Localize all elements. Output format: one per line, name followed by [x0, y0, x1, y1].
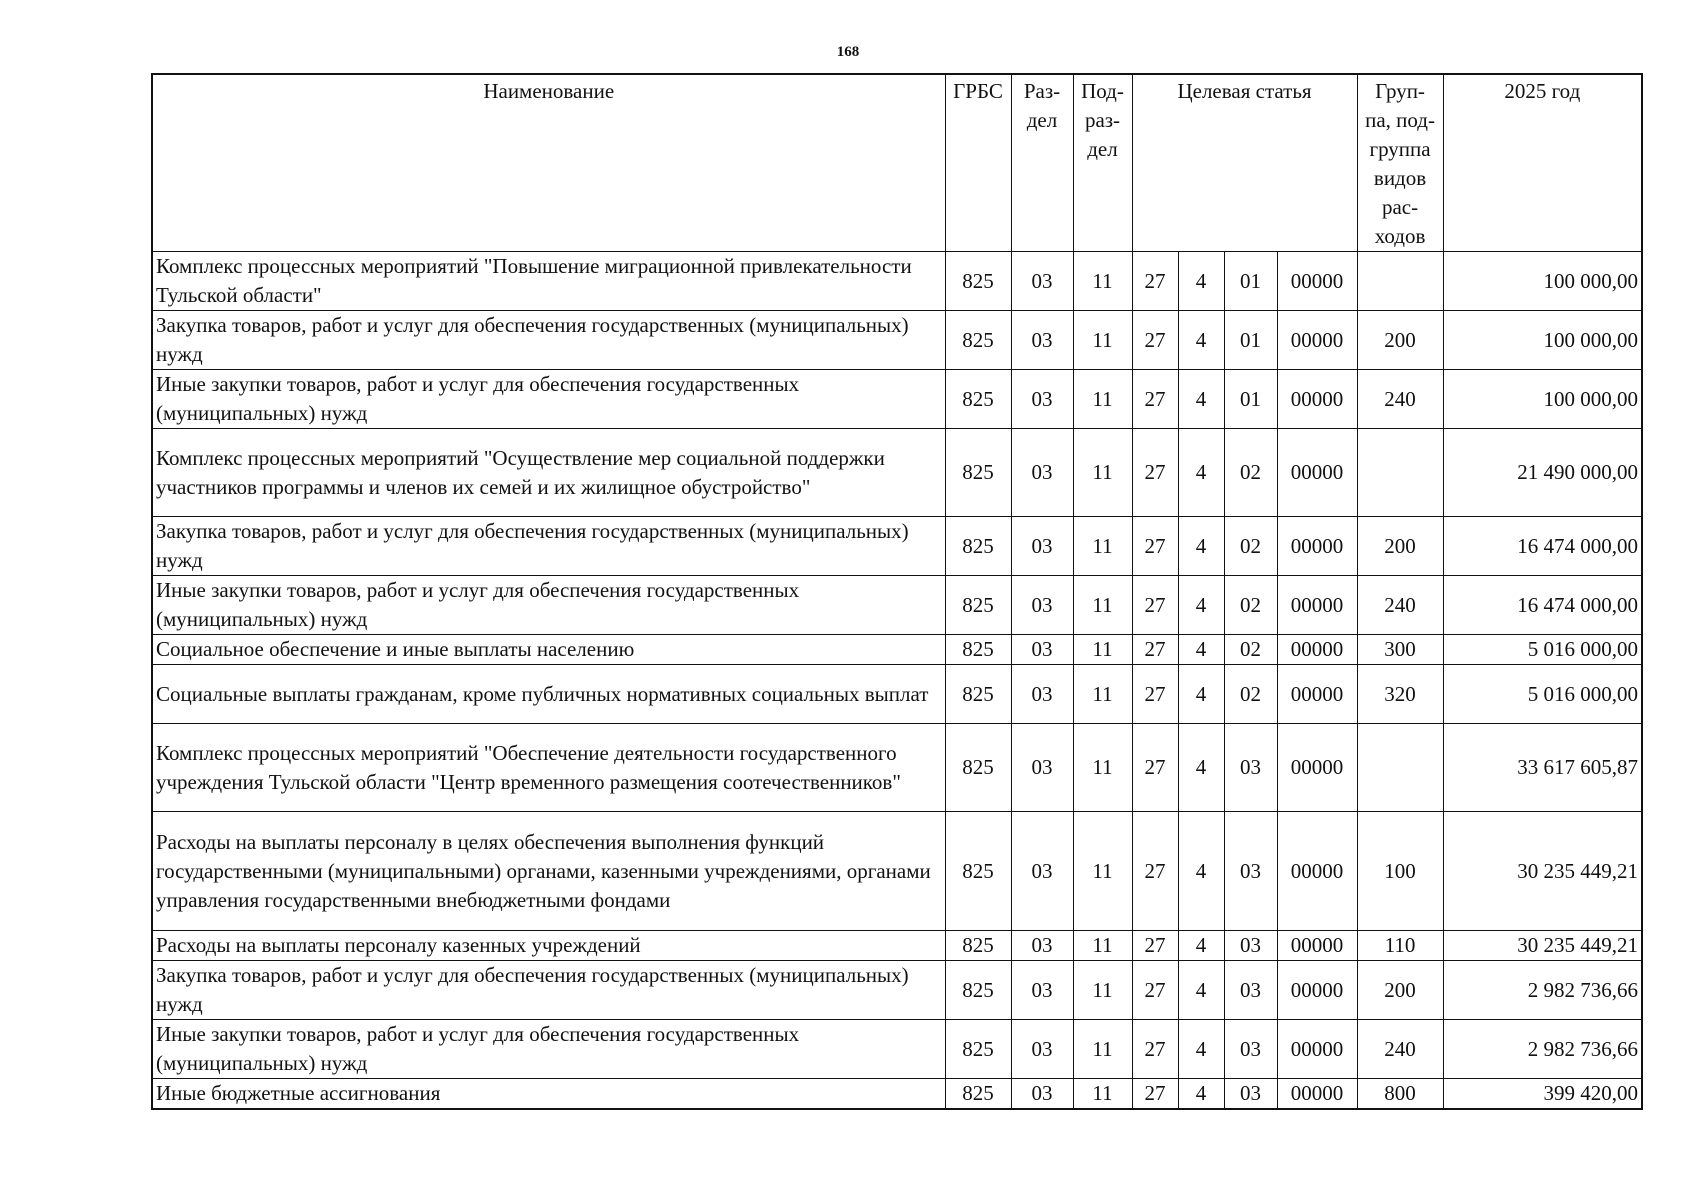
amount-cell: 399 420,00	[1443, 1079, 1642, 1110]
target-type-cell: 4	[1178, 517, 1224, 576]
target-direction-cell: 00000	[1277, 311, 1357, 370]
row-name: Иные закупки товаров, работ и услуг для обеспечения государственных (муниципальных) нужд	[152, 576, 945, 635]
target-program-cell: 27	[1132, 311, 1178, 370]
expense-group-cell: 320	[1357, 665, 1443, 724]
target-complex-cell: 03	[1224, 812, 1277, 931]
target-program-cell: 27	[1132, 961, 1178, 1020]
subsection-cell: 11	[1073, 635, 1132, 665]
target-direction-cell: 00000	[1277, 370, 1357, 429]
subsection-cell: 11	[1073, 931, 1132, 961]
target-complex-cell: 02	[1224, 665, 1277, 724]
row-name: Закупка товаров, работ и услуг для обеспечения государственных (муниципальных) нужд	[152, 311, 945, 370]
target-complex-cell: 02	[1224, 576, 1277, 635]
grbs-cell: 825	[945, 517, 1011, 576]
subsection-cell: 11	[1073, 252, 1132, 311]
budget-table	[151, 73, 1643, 1110]
amount-cell: 5 016 000,00	[1443, 635, 1642, 665]
target-type-cell: 4	[1178, 665, 1224, 724]
amount-cell: 30 235 449,21	[1443, 812, 1642, 931]
amount-cell: 100 000,00	[1443, 370, 1642, 429]
amount-cell: 2 982 736,66	[1443, 1020, 1642, 1079]
target-complex-cell: 02	[1224, 517, 1277, 576]
target-program-cell: 27	[1132, 665, 1178, 724]
section-cell: 03	[1011, 931, 1073, 961]
table-row	[152, 311, 1642, 370]
grbs-cell: 825	[945, 1079, 1011, 1110]
target-direction-cell: 00000	[1277, 812, 1357, 931]
table-row	[152, 429, 1642, 517]
grbs-cell: 825	[945, 665, 1011, 724]
table-row	[152, 724, 1642, 812]
amount-cell: 16 474 000,00	[1443, 576, 1642, 635]
row-name: Закупка товаров, работ и услуг для обеспечения государственных (муниципальных) нужд	[152, 517, 945, 576]
subsection-cell: 11	[1073, 665, 1132, 724]
grbs-cell: 825	[945, 635, 1011, 665]
target-program-cell: 27	[1132, 812, 1178, 931]
target-type-cell: 4	[1178, 252, 1224, 311]
expense-group-cell: 100	[1357, 812, 1443, 931]
table-row	[152, 812, 1642, 931]
grbs-cell: 825	[945, 252, 1011, 311]
target-program-cell: 27	[1132, 252, 1178, 311]
expense-group-cell: 300	[1357, 635, 1443, 665]
table-row	[152, 931, 1642, 961]
grbs-cell: 825	[945, 311, 1011, 370]
target-program-cell: 27	[1132, 1020, 1178, 1079]
subsection-cell: 11	[1073, 961, 1132, 1020]
target-complex-cell: 03	[1224, 724, 1277, 812]
header-year: 2025 год	[1443, 74, 1642, 252]
target-direction-cell: 00000	[1277, 1020, 1357, 1079]
header-name: Наименование	[152, 74, 945, 252]
amount-cell: 30 235 449,21	[1443, 931, 1642, 961]
grbs-cell: 825	[945, 1020, 1011, 1079]
expense-group-cell	[1357, 252, 1443, 311]
target-program-cell: 27	[1132, 931, 1178, 961]
target-complex-cell: 02	[1224, 635, 1277, 665]
section-cell: 03	[1011, 961, 1073, 1020]
header-subsection: Под- раз- дел	[1073, 74, 1132, 252]
grbs-cell: 825	[945, 812, 1011, 931]
header-target: Целевая статья	[1132, 74, 1357, 252]
target-direction-cell: 00000	[1277, 252, 1357, 311]
target-type-cell: 4	[1178, 1079, 1224, 1110]
row-name: Расходы на выплаты персоналу в целях обеспечения выполнения функций государственными (муниципальными) органами, казенными учреждениями, органами управления государственными внебюджетными фондами	[152, 812, 945, 931]
target-direction-cell: 00000	[1277, 635, 1357, 665]
row-name: Комплекс процессных мероприятий "Обеспечение деятельности государственного учреждения Тульской области "Центр временного размещения соотечественников"	[152, 724, 945, 812]
section-cell: 03	[1011, 517, 1073, 576]
target-type-cell: 4	[1178, 724, 1224, 812]
section-cell: 03	[1011, 724, 1073, 812]
table-row	[152, 517, 1642, 576]
row-name: Закупка товаров, работ и услуг для обеспечения государственных (муниципальных) нужд	[152, 961, 945, 1020]
expense-group-cell: 240	[1357, 370, 1443, 429]
target-complex-cell: 01	[1224, 370, 1277, 429]
header-section: Раз- дел	[1011, 74, 1073, 252]
expense-group-cell: 800	[1357, 1079, 1443, 1110]
target-complex-cell: 03	[1224, 1079, 1277, 1110]
target-complex-cell: 03	[1224, 1020, 1277, 1079]
target-program-cell: 27	[1132, 724, 1178, 812]
amount-cell: 2 982 736,66	[1443, 961, 1642, 1020]
target-type-cell: 4	[1178, 635, 1224, 665]
amount-cell: 16 474 000,00	[1443, 517, 1642, 576]
target-program-cell: 27	[1132, 1079, 1178, 1110]
row-name: Социальное обеспечение и иные выплаты населению	[152, 635, 945, 665]
target-direction-cell: 00000	[1277, 1079, 1357, 1110]
section-cell: 03	[1011, 812, 1073, 931]
table-row	[152, 1079, 1642, 1110]
expense-group-cell: 110	[1357, 931, 1443, 961]
target-direction-cell: 00000	[1277, 931, 1357, 961]
row-name: Иные бюджетные ассигнования	[152, 1079, 945, 1110]
table-row	[152, 961, 1642, 1020]
target-type-cell: 4	[1178, 961, 1224, 1020]
target-type-cell: 4	[1178, 576, 1224, 635]
section-cell: 03	[1011, 1079, 1073, 1110]
target-complex-cell: 01	[1224, 252, 1277, 311]
target-type-cell: 4	[1178, 1020, 1224, 1079]
target-complex-cell: 03	[1224, 931, 1277, 961]
target-complex-cell: 02	[1224, 429, 1277, 517]
section-cell: 03	[1011, 311, 1073, 370]
section-cell: 03	[1011, 665, 1073, 724]
row-name: Расходы на выплаты персоналу казенных учреждений	[152, 931, 945, 961]
row-name: Иные закупки товаров, работ и услуг для обеспечения государственных (муниципальных) нужд	[152, 1020, 945, 1079]
section-cell: 03	[1011, 370, 1073, 429]
table-row	[152, 1020, 1642, 1079]
amount-cell: 5 016 000,00	[1443, 665, 1642, 724]
subsection-cell: 11	[1073, 1079, 1132, 1110]
subsection-cell: 11	[1073, 370, 1132, 429]
row-name: Иные закупки товаров, работ и услуг для обеспечения государственных (муниципальных) нужд	[152, 370, 945, 429]
target-direction-cell: 00000	[1277, 961, 1357, 1020]
subsection-cell: 11	[1073, 517, 1132, 576]
target-complex-cell: 03	[1224, 961, 1277, 1020]
header-group: Груп- па, под- группа видов рас- ходов	[1357, 74, 1443, 252]
grbs-cell: 825	[945, 724, 1011, 812]
table-row	[152, 635, 1642, 665]
table-row	[152, 576, 1642, 635]
target-type-cell: 4	[1178, 812, 1224, 931]
header-grbs: ГРБС	[945, 74, 1011, 252]
target-type-cell: 4	[1178, 370, 1224, 429]
target-direction-cell: 00000	[1277, 724, 1357, 812]
table-row	[152, 252, 1642, 311]
target-program-cell: 27	[1132, 370, 1178, 429]
target-direction-cell: 00000	[1277, 517, 1357, 576]
expense-group-cell: 240	[1357, 576, 1443, 635]
expense-group-cell: 240	[1357, 1020, 1443, 1079]
section-cell: 03	[1011, 252, 1073, 311]
target-direction-cell: 00000	[1277, 665, 1357, 724]
subsection-cell: 11	[1073, 576, 1132, 635]
expense-group-cell: 200	[1357, 311, 1443, 370]
target-type-cell: 4	[1178, 311, 1224, 370]
page-number: 168	[836, 44, 860, 60]
grbs-cell: 825	[945, 370, 1011, 429]
target-program-cell: 27	[1132, 635, 1178, 665]
table-row	[152, 665, 1642, 724]
amount-cell: 33 617 605,87	[1443, 724, 1642, 812]
subsection-cell: 11	[1073, 724, 1132, 812]
section-cell: 03	[1011, 576, 1073, 635]
expense-group-cell	[1357, 724, 1443, 812]
target-type-cell: 4	[1178, 429, 1224, 517]
subsection-cell: 11	[1073, 1020, 1132, 1079]
grbs-cell: 825	[945, 429, 1011, 517]
amount-cell: 100 000,00	[1443, 311, 1642, 370]
target-complex-cell: 01	[1224, 311, 1277, 370]
grbs-cell: 825	[945, 576, 1011, 635]
amount-cell: 21 490 000,00	[1443, 429, 1642, 517]
row-name: Комплекс процессных мероприятий "Осуществление мер социальной поддержки участников программы и членов их семей и их жилищное обустройство"	[152, 429, 945, 517]
section-cell: 03	[1011, 1020, 1073, 1079]
expense-group-cell: 200	[1357, 961, 1443, 1020]
table-header-row	[152, 74, 1642, 252]
section-cell: 03	[1011, 635, 1073, 665]
subsection-cell: 11	[1073, 311, 1132, 370]
amount-cell: 100 000,00	[1443, 252, 1642, 311]
grbs-cell: 825	[945, 931, 1011, 961]
grbs-cell: 825	[945, 961, 1011, 1020]
subsection-cell: 11	[1073, 429, 1132, 517]
target-type-cell: 4	[1178, 931, 1224, 961]
table-row	[152, 370, 1642, 429]
target-direction-cell: 00000	[1277, 429, 1357, 517]
target-program-cell: 27	[1132, 576, 1178, 635]
expense-group-cell: 200	[1357, 517, 1443, 576]
expense-group-cell	[1357, 429, 1443, 517]
row-name: Социальные выплаты гражданам, кроме публичных нормативных социальных выплат	[152, 665, 945, 724]
target-program-cell: 27	[1132, 429, 1178, 517]
target-direction-cell: 00000	[1277, 576, 1357, 635]
row-name: Комплекс процессных мероприятий "Повышение миграционной привлекательности Тульской области"	[152, 252, 945, 311]
target-program-cell: 27	[1132, 517, 1178, 576]
section-cell: 03	[1011, 429, 1073, 517]
subsection-cell: 11	[1073, 812, 1132, 931]
